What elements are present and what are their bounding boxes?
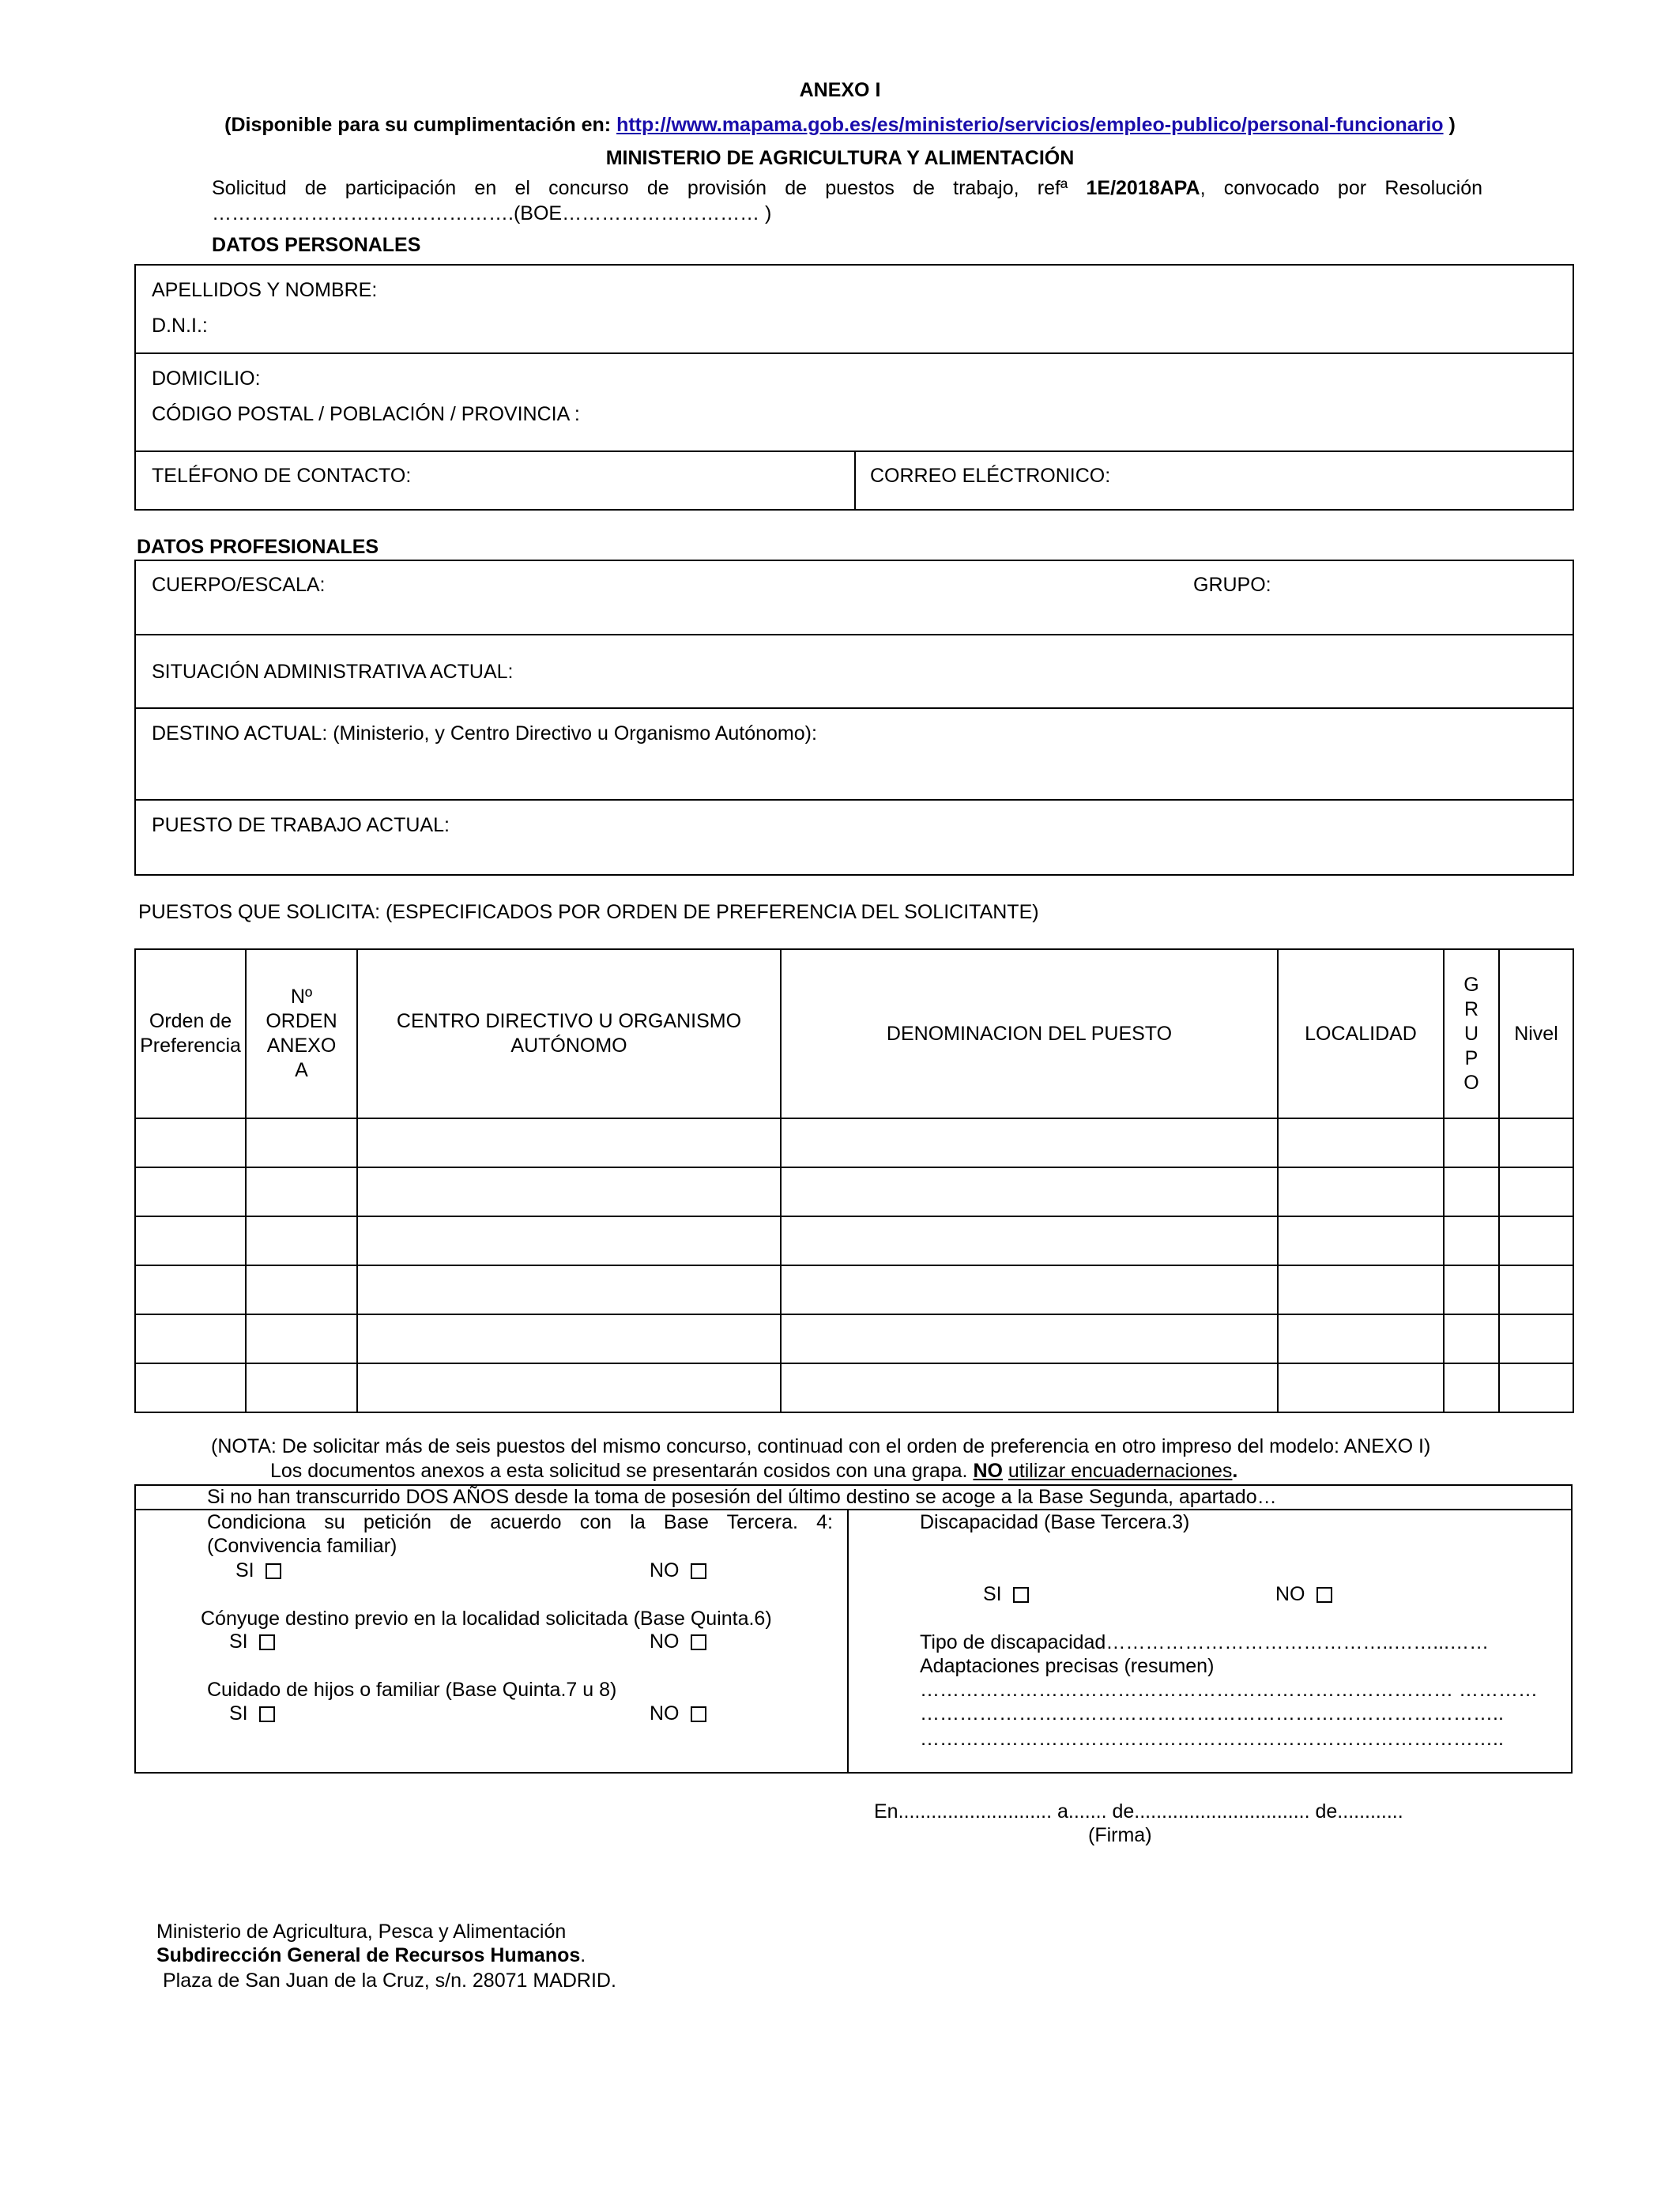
footer-subdireccion [156,1944,586,1967]
header-letter: P [1464,1046,1478,1069]
apellidos-label[interactable]: APELLIDOS Y NOMBRE: [152,279,378,301]
datos-personales-heading: DATOS PERSONALES [212,234,421,256]
col-localidad [1278,949,1444,1118]
availability-line [0,114,1680,137]
cuidado-label: Cuidado de hijos o familiar (Base Quinta.7 u 8) [207,1679,617,1701]
table-cell[interactable] [1444,1167,1499,1216]
table-cell[interactable] [246,1167,357,1216]
col-grupo [1444,949,1499,1118]
availability-suffix: ) [1448,114,1456,136]
table-cell[interactable] [1278,1265,1444,1314]
puestos-body [135,1118,1573,1412]
table-header-row [135,949,1573,1118]
adaptaciones-line[interactable]: …………………………………………………………………………….. [920,1728,1504,1750]
header-text: Preferencia [140,1035,241,1057]
no-label: NO [1275,1583,1305,1605]
checkbox-icon[interactable] [691,1634,706,1650]
condiciones-header: Si no han transcurrido DOS AÑOS desde la toma de posesión del último destino se acoge a la Base Segunda, apartado… [207,1486,1277,1508]
documentos-text-b: utilizar encuadernaciones [1008,1460,1233,1482]
table-cell[interactable] [135,1167,246,1216]
checkbox-icon[interactable] [266,1563,281,1579]
convivencia-no[interactable] [650,1559,706,1582]
availability-link[interactable]: http://www.mapama.gob.es/es/ministerio/servicios/empleo-publico/personal-funcionario [616,114,1444,136]
checkbox-icon[interactable] [691,1563,706,1579]
conyuge-label: Cónyuge destino previo en la localidad solicitada (Base Quinta.6) [201,1608,772,1630]
table-cell[interactable] [781,1265,1278,1314]
table-cell[interactable] [135,1265,246,1314]
nota-text: (NOTA: De solicitar más de seis puestos del mismo concurso, continuad con el orden de preferencia en otro impreso del modelo: ANEXO I) [211,1435,1431,1457]
si-label: SI [229,1630,248,1653]
table-cell[interactable] [135,1314,246,1363]
header-text: AUTÓNOMO [510,1035,627,1057]
header-text: Nº [290,986,313,1008]
header-text: DENOMINACION DEL PUESTO [886,1022,1173,1045]
table-cell[interactable] [781,1167,1278,1216]
documentos-dot: . [1232,1460,1238,1482]
request-ref: 1E/2018APA [1086,177,1200,199]
table-cell[interactable] [781,1314,1278,1363]
header-text: Nivel [1514,1022,1558,1045]
lugar-fecha[interactable]: En............................ a....... de................................ de............ [874,1800,1403,1823]
table-cell[interactable] [781,1216,1278,1265]
puestos-table [134,948,1574,1413]
datos-profesionales-heading: DATOS PROFESIONALES [137,536,379,558]
dni-label[interactable]: D.N.I.: [152,315,208,337]
adaptaciones-line[interactable]: ……………………………………………………………………… ………… [920,1679,1538,1701]
discapacidad-label: Discapacidad (Base Tercera.3) [920,1511,1190,1533]
checkbox-icon[interactable] [259,1634,275,1650]
table-cell[interactable] [1499,1167,1573,1216]
table-cell[interactable] [1278,1314,1444,1363]
checkbox-icon[interactable] [1013,1587,1029,1603]
cuidado-no[interactable] [650,1702,706,1725]
table-cell[interactable] [1444,1363,1499,1412]
grupo-label[interactable]: GRUPO: [1193,574,1271,596]
situacion-label[interactable]: SITUACIÓN ADMINISTRATIVA ACTUAL: [152,661,514,683]
adaptaciones-line[interactable]: …………………………………………………………………………….. [920,1702,1504,1725]
cuidado-si[interactable] [229,1702,275,1725]
no-label: NO [650,1559,680,1581]
codigo-postal-label[interactable]: CÓDIGO POSTAL / POBLACIÓN / PROVINCIA : [152,403,580,425]
documentos-no: NO [973,1460,1003,1482]
conyuge-no[interactable] [650,1630,706,1653]
table-cell[interactable] [1499,1314,1573,1363]
convivencia-si[interactable] [235,1559,281,1582]
table-cell[interactable] [246,1265,357,1314]
convivencia-label: Condiciona su petición de acuerdo con la Base Tercera. 4: [207,1511,833,1533]
table-cell[interactable] [1444,1118,1499,1167]
documentos-text: Los documentos anexos a esta solicitud se presentarán cosidos con una grapa. [270,1460,968,1482]
footer-dot: . [580,1944,586,1966]
table-cell[interactable] [1278,1363,1444,1412]
table-cell[interactable] [1444,1265,1499,1314]
telefono-label[interactable]: TELÉFONO DE CONTACTO: [152,465,412,487]
divider [134,352,1574,354]
domicilio-label[interactable]: DOMICILIO: [152,368,261,390]
destino-label[interactable]: DESTINO ACTUAL: (Ministerio, y Centro Directivo u Organismo Autónomo): [152,722,817,745]
table-row [135,1363,1573,1412]
si-label: SI [229,1702,248,1725]
request-line-1 [212,177,1482,200]
no-label: NO [650,1702,680,1725]
checkbox-icon[interactable] [1317,1587,1332,1603]
footer-address: Plaza de San Juan de la Cruz, s/n. 28071 MADRID. [163,1970,616,1992]
header-text: CENTRO DIRECTIVO U ORGANISMO [396,1010,742,1032]
table-cell[interactable] [1278,1167,1444,1216]
header-text: Orden de [149,1010,232,1032]
table-row [135,1118,1573,1167]
table-row [135,1167,1573,1216]
col-orden-preferencia [135,949,246,1118]
page-title: ANEXO I [799,79,881,101]
table-cell[interactable] [357,1216,781,1265]
discapacidad-no[interactable] [1275,1583,1332,1606]
request-text-b: , convocado por Resolución [1200,177,1482,199]
request-text: Solicitud de participación en el concurso de provisión de puestos de trabajo, refª [212,177,1068,199]
table-cell[interactable] [1499,1265,1573,1314]
table-cell[interactable] [357,1167,781,1216]
header-text: A [295,1059,308,1081]
table-cell[interactable] [357,1265,781,1314]
divider [134,634,1574,635]
col-denominacion [781,949,1278,1118]
header-letter: R [1463,997,1479,1020]
firma-label: (Firma) [1088,1824,1152,1846]
checkbox-icon[interactable] [691,1706,706,1722]
convivencia-label-2: (Convivencia familiar) [207,1535,397,1557]
table-row [135,1265,1573,1314]
table-cell[interactable] [1499,1216,1573,1265]
checkbox-icon[interactable] [259,1706,275,1722]
divider [134,1509,1573,1510]
header-text: LOCALIDAD [1305,1022,1417,1045]
table-cell[interactable] [781,1118,1278,1167]
header-letter: O [1463,1071,1479,1094]
table-cell[interactable] [246,1363,357,1412]
col-numero-orden [246,949,357,1118]
table-row [135,1314,1573,1363]
documentos-note [270,1460,1237,1483]
divider [134,799,1574,801]
tipo-discapacidad[interactable]: Tipo de discapacidad……………………………………..……...…… [920,1631,1490,1653]
footer-subdireccion-text: Subdirección General de Recursos Humanos [156,1944,581,1966]
col-nivel [1499,949,1573,1118]
table-cell[interactable] [1278,1216,1444,1265]
conyuge-si[interactable] [229,1630,275,1653]
table-cell[interactable] [1499,1363,1573,1412]
col-centro-directivo [357,949,781,1118]
divider [134,707,1574,709]
header-text: ORDEN [266,1010,337,1032]
table-cell[interactable] [135,1363,246,1412]
table-row [135,1216,1573,1265]
table-cell[interactable] [357,1314,781,1363]
header-letter: U [1463,1022,1479,1045]
table-cell[interactable] [246,1216,357,1265]
table-cell[interactable] [135,1216,246,1265]
puesto-label[interactable]: PUESTO DE TRABAJO ACTUAL: [152,814,450,836]
cuerpo-label[interactable]: CUERPO/ESCALA: [152,574,326,596]
adaptaciones-label: Adaptaciones precisas (resumen) [920,1655,1215,1677]
ministry-heading: MINISTERIO DE AGRICULTURA Y ALIMENTACIÓN [605,147,1075,169]
table-cell[interactable] [357,1118,781,1167]
discapacidad-si[interactable] [983,1583,1029,1606]
table-cell[interactable] [1278,1118,1444,1167]
table-cell[interactable] [135,1118,246,1167]
divider [854,450,856,511]
header-text: ANEXO [266,1035,337,1057]
table-cell[interactable] [781,1363,1278,1412]
request-line-2: ……………………………………….(BOE………………………… ) [212,202,772,224]
table-cell[interactable] [1499,1118,1573,1167]
si-label: SI [235,1559,254,1581]
table-cell[interactable] [357,1363,781,1412]
divider [847,1509,849,1774]
table-cell[interactable] [1444,1314,1499,1363]
availability-prefix: (Disponible para su cumplimentación en: [224,114,612,136]
header-letter: G [1463,973,1479,996]
table-cell[interactable] [1444,1216,1499,1265]
puestos-heading: PUESTOS QUE SOLICITA: (ESPECIFICADOS POR ORDEN DE PREFERENCIA DEL SOLICITANTE) [138,901,1039,923]
table-cell[interactable] [246,1118,357,1167]
no-label: NO [650,1630,680,1653]
si-label: SI [983,1583,1002,1605]
footer-ministry: Ministerio de Agricultura, Pesca y Alimentación [156,1921,567,1943]
table-cell[interactable] [246,1314,357,1363]
correo-label[interactable]: CORREO ELÉCTRONICO: [870,465,1111,487]
